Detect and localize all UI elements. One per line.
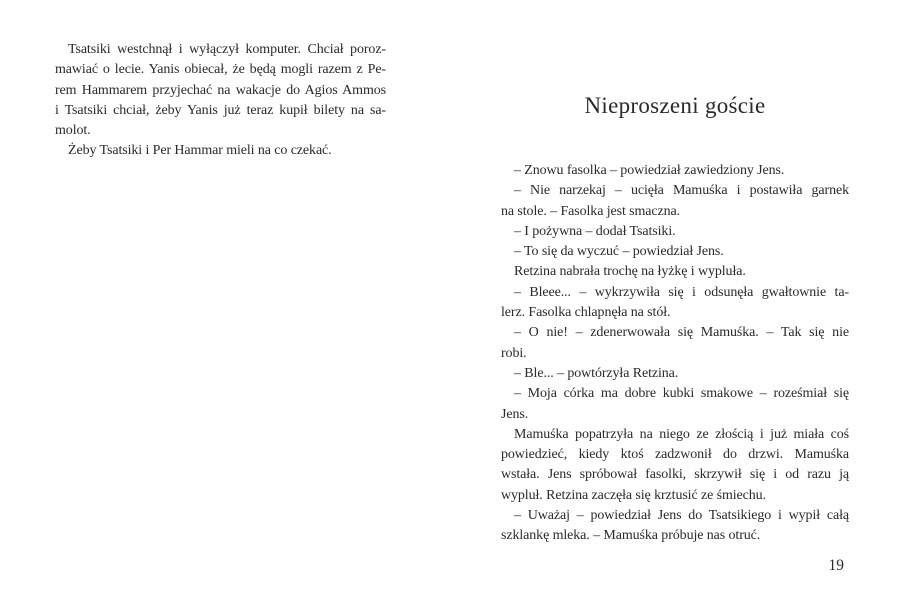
paragraph <box>501 384 849 425</box>
text-line: szklankę mleka. – Mamuśka próbuje nas otruć. <box>501 528 761 544</box>
paragraph <box>501 425 849 506</box>
text-line: Tsatsiki westchnął i wyłączył komputer. Chciał poroz- <box>68 42 386 57</box>
text-line: lerz. Fasolka chlapnęła na stół. <box>501 305 671 321</box>
paragraph <box>55 40 386 141</box>
paragraph <box>55 141 386 161</box>
text-line: na stole. – Fasolka jest smaczna. <box>501 203 681 219</box>
text-line: Retzina nabrała trochę na łyżkę i wypluła. <box>514 264 746 280</box>
right-page-text <box>501 161 849 547</box>
text-line: – Bleee... – wykrzywiła się i odsunęła gwałtownie ta- <box>514 284 849 300</box>
text-line: i Tsatsiki chciał, żeby Yanis już teraz kupił bilety na sa- <box>55 102 386 118</box>
paragraph <box>501 161 849 181</box>
paragraph <box>501 222 849 242</box>
text-line: – Ble... – powtórzyła Retzina. <box>514 365 679 381</box>
paragraph <box>501 283 849 324</box>
left-page-text <box>55 40 386 162</box>
text-line: Jens. <box>501 406 529 422</box>
chapter-title: Nieproszeni goście <box>584 93 766 118</box>
text-line: wstała. Jens spróbował fasolki, skrzywił się i od razu ją <box>501 467 849 483</box>
text-line: powiedzieć, kiedy ktoś zadzwonił do drzwi. Mamuśka <box>501 447 849 463</box>
paragraph <box>501 323 849 364</box>
text-line: – Nie narzekaj – ucięła Mamuśka i postawiła garnek <box>514 183 849 199</box>
text-line: rem Hammarem przyjechać na wakacje do Agios Ammos <box>55 82 386 98</box>
paragraph <box>501 262 849 282</box>
text-line: molot. <box>55 123 91 139</box>
paragraph <box>501 242 849 262</box>
page-number: 19 <box>828 557 844 574</box>
text-line: – O nie! – zdenerwowała się Mamuśka. – Tak się nie <box>514 325 849 341</box>
paragraph <box>501 364 849 384</box>
text-line: mawiać o lecie. Yanis obiecał, że będą mogli razem z Pe- <box>55 62 386 78</box>
paragraph <box>501 181 849 222</box>
text-line: – Moja córka ma dobre kubki smakowe – roześmiał się <box>514 386 849 402</box>
text-line: wypluł. Retzina zaczęła się krztusić ze śmiechu. <box>501 487 766 503</box>
paragraph <box>501 506 849 547</box>
text-line: – Znowu fasolka – powiedział zawiedziony Jens. <box>514 163 785 178</box>
text-line: Mamuśka popatrzyła na niego ze złością i już miała coś <box>514 426 849 442</box>
text-line: Żeby Tsatsiki i Per Hammar mieli na co czekać. <box>68 143 332 159</box>
text-line: robi. <box>501 345 527 361</box>
text-line: – I pożywna – dodał Tsatsiki. <box>514 223 676 239</box>
text-line: – Uważaj – powiedział Jens do Tsatsikiego i wypił całą <box>514 508 849 524</box>
text-line: – To się da wyczuć – powiedział Jens. <box>514 244 724 260</box>
